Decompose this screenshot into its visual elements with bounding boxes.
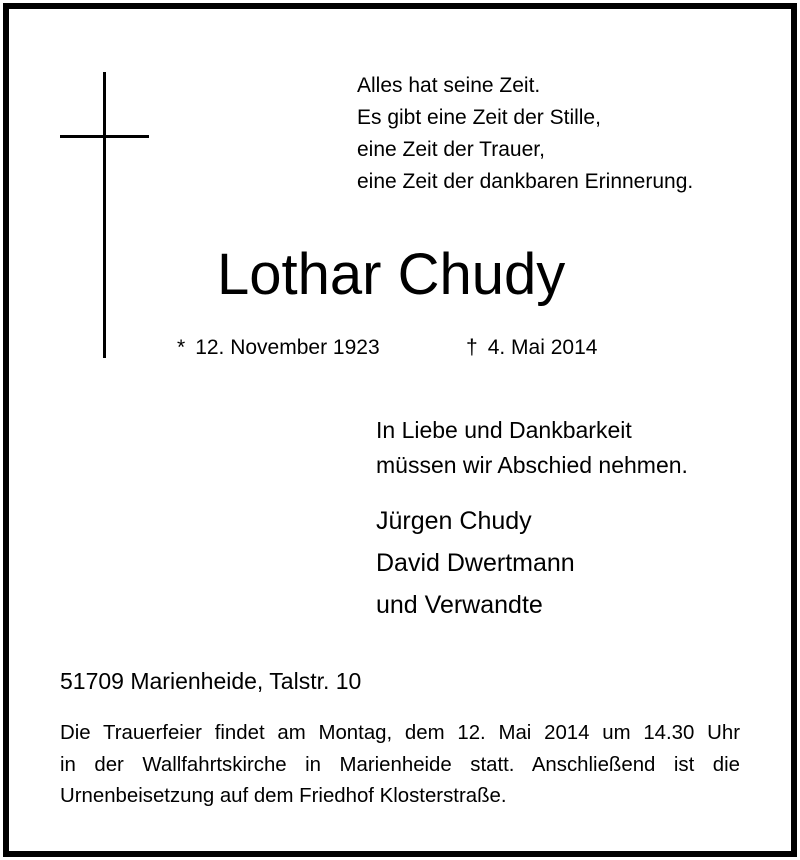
poem-line: eine Zeit der dankbaren Erinnerung. — [357, 170, 694, 193]
poem-line: Es gibt eine Zeit der Stille, — [357, 106, 601, 129]
family-address: 51709 Marienheide, Talstr. 10 — [60, 668, 362, 694]
cross-horizontal-bar — [60, 135, 149, 138]
mourner-name: David Dwertmann — [376, 549, 575, 577]
mourner-name: und Verwandte — [376, 591, 543, 619]
birth-date-line — [177, 334, 380, 362]
birth-star-icon: * — [177, 336, 186, 359]
birth-date: 12. November 1923 — [195, 336, 380, 359]
tribute-line: In Liebe und Dankbarkeit — [376, 417, 632, 443]
tribute-line: müssen wir Abschied nehmen. — [376, 452, 688, 478]
deceased-name: Lothar Chudy — [217, 242, 566, 307]
death-date-line — [466, 334, 597, 362]
notice-line: in der Wallfahrtskirche in Marienheide statt. Anschließend ist die — [60, 753, 740, 776]
notice-line: Die Trauerfeier findet am Montag, dem 12. Mai 2014 um 14.30 Uhr — [60, 722, 740, 744]
tribute-text — [376, 413, 688, 483]
poem-line: eine Zeit der Trauer, — [357, 138, 545, 161]
mourner-name: Jürgen Chudy — [376, 507, 532, 535]
mourners-list — [376, 500, 575, 626]
notice-line: Urnenbeisetzung auf dem Friedhof Klosterstraße. — [60, 785, 507, 807]
death-dagger-icon: † — [466, 336, 478, 359]
funeral-notice — [60, 718, 740, 813]
cross-vertical-bar — [103, 72, 106, 358]
death-date: 4. Mai 2014 — [487, 336, 598, 359]
poem-verse — [357, 70, 693, 198]
poem-line: Alles hat seine Zeit. — [357, 74, 541, 97]
